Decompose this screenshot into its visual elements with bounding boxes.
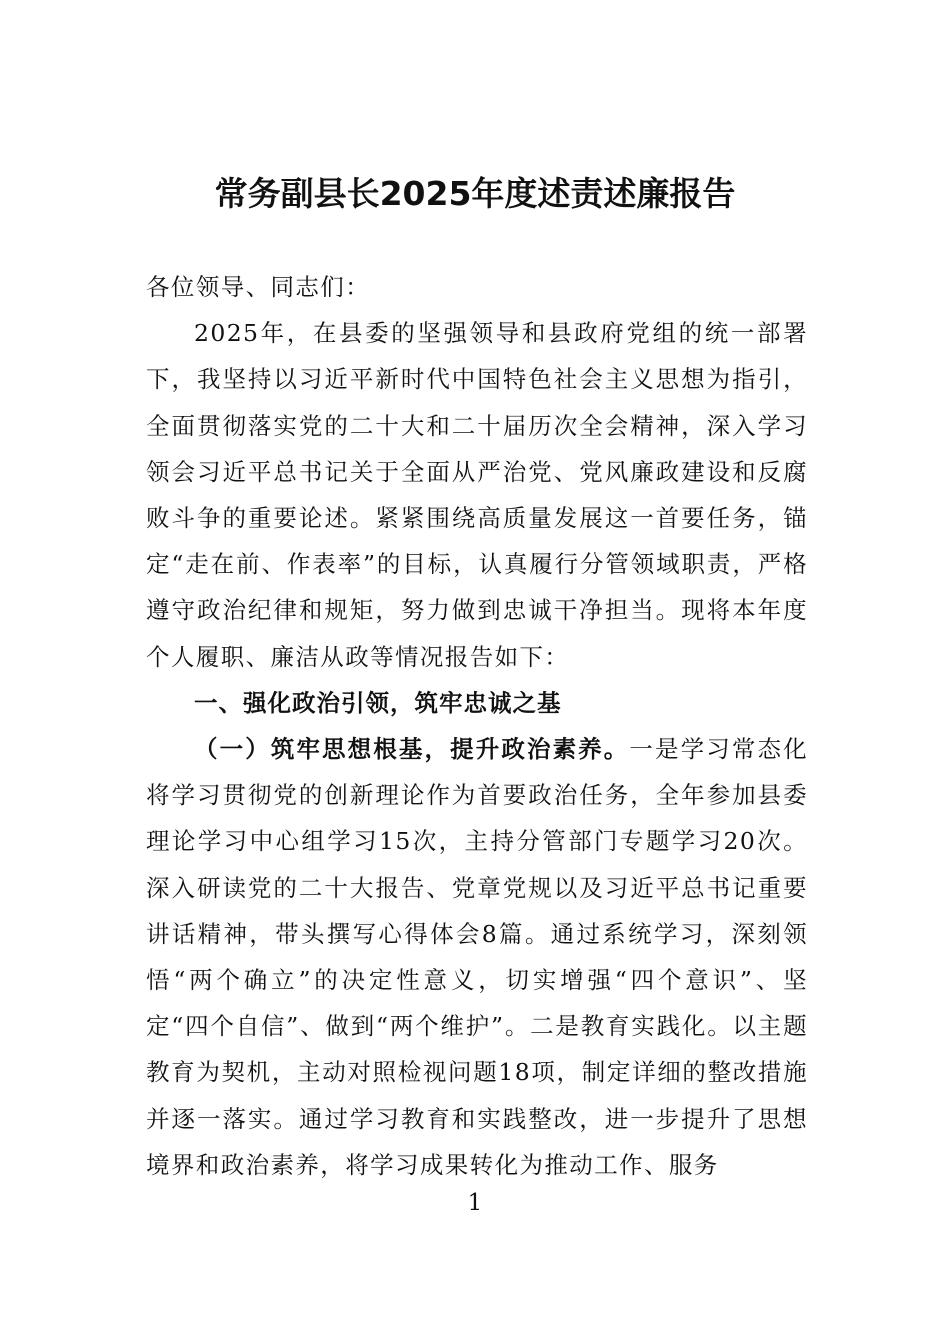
document-body (146, 264, 808, 1188)
document-title: 常务副县长2025年度述责述廉报告 (214, 174, 736, 213)
subsection-heading-1: （一）筑牢思想根基，提升政治素养。 (194, 735, 630, 764)
subsection-body-1: 一是学习常态化将学习贯彻党的创新理论作为首要政治任务，全年参加县委理论学习中心组学习15次，主持分管部门专题学习20次。深入研读党的二十大报告、党章党规以及习近平总书记重要讲话精神，带头撰写心得体会8篇。通过系统学习，深刻领悟“两个确立”的决定性意义，切实增强“四个意识”、坚定“四个自信”、做到“两个维护”。二是教育实践化。以主题教育为契机，主动对照检视问题18项，制定详细的整改措施并逐一落实。通过学习教育和实践整改，进一步提升了思想境界和政治素养，将学习成果转化为推动工作、服务 (146, 735, 808, 1179)
intro-paragraph: 2025年，在县委的坚强领导和县政府党组的统一部署下，我坚持以习近平新时代中国特色社会主义思想为指引，全面贯彻落实党的二十大和二十届历次全会精神，深入学习领会习近平总书记关于全面从严治党、党风廉政建设和反腐败斗争的重要论述。紧紧围绕高质量发展这一首要任务，锚定“走在前、作表率”的目标，认真履行分管领域职责，严格遵守政治纪律和规矩，努力做到忠诚干净担当。现将本年度个人履职、廉洁从政等情况报告如下： (146, 319, 808, 671)
section-heading-1: 一、强化政治引领，筑牢忠诚之基 (194, 688, 562, 717)
salutation: 各位领导、同志们： (146, 273, 371, 301)
page-number: 1 (467, 1190, 483, 1216)
subsection-paragraph-1 (146, 726, 808, 1188)
